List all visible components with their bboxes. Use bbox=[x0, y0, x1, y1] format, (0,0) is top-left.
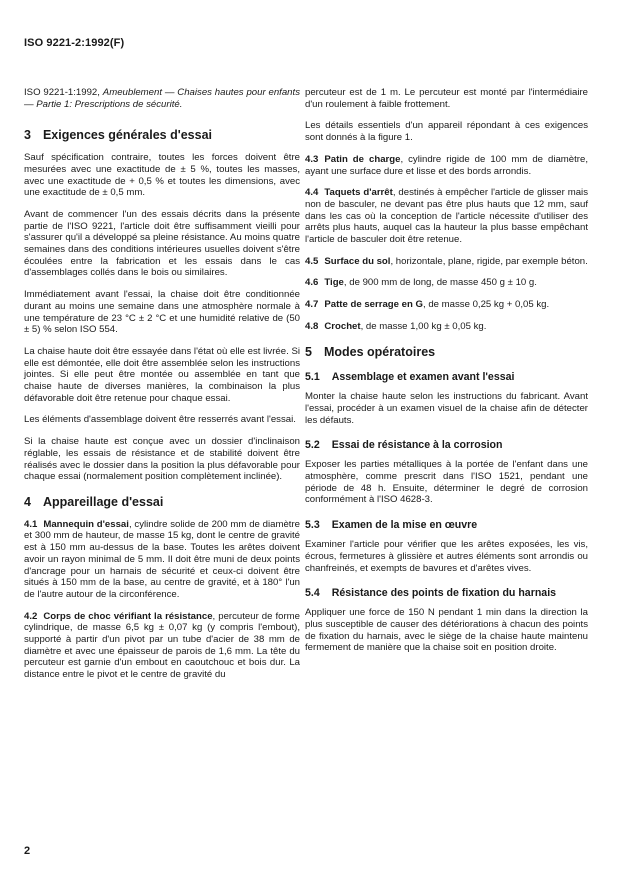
item-number: 4.3 bbox=[305, 153, 319, 165]
section-number: 5.3 bbox=[305, 519, 320, 532]
item-number: 4.4 bbox=[305, 187, 319, 199]
paragraph: percuteur est de 1 m. Le percuteur est monté par l'intermédiaire d'un roulement à faible frottement. bbox=[305, 87, 588, 110]
paragraph: La chaise haute doit être essayée dans l'état où elle est livrée. Si elle est démontée, elle doit être assemblée selon les instructions jointes. Si elle peut être montée ou assemblée en tant que chaise haute de diverses manières, la combinaison la plus défavorable doit être retenue pour chaque essai. bbox=[24, 345, 300, 404]
section-4-heading bbox=[24, 494, 300, 509]
item-4-2 bbox=[24, 611, 300, 681]
section-number: 4 bbox=[24, 494, 31, 509]
item-text: , cylindre solide de 200 mm de diamètre et 300 mm de hauteur, de masse 15 kg, dont le centre de gravité est à 150 mm au-dessus de la base. Toutes les arêtes doivent avoir un rayon minimal de 5 mm. Il doit être muni de deux points d'ancrage pour un harnais de sécurité et ceux-ci doivent être situés à 150 mm de la base, au centre de gravité, et à 180° l'un de l'autre autour de la circonférence. bbox=[24, 518, 301, 600]
section-5-1-heading bbox=[305, 371, 588, 384]
paragraph: Les éléments d'assemblage doivent être resserrés avant l'essai. bbox=[24, 414, 296, 426]
section-title: Exigences générales d'essai bbox=[42, 128, 212, 143]
item-number: 4.1 bbox=[24, 518, 38, 530]
item-term: Mannequin d'essai bbox=[43, 518, 129, 530]
paragraph: Avant de commencer l'un des essais décrits dans la présente partie de l'ISO 9221, l'article doit être suffisamment vieilli pour s'assurer qu'il a développé sa pleine résistance. Au moins quatre semaines dans des conditions intérieures usuelles doivent s'être écoulées entre la fabrication et les essais dans le cas d'assemblages collés dans le bois ou similaires. bbox=[24, 208, 300, 279]
section-title: Essai de résistance à la corrosion bbox=[331, 439, 503, 452]
item-4-5 bbox=[305, 256, 588, 268]
item-text: , de masse 1,00 kg ± 0,05 kg. bbox=[360, 320, 487, 332]
item-term: Patte de serrage en G bbox=[324, 299, 423, 311]
item-term: Tige bbox=[324, 277, 344, 289]
paragraph: Exposer les parties métalliques à la portée de l'enfant dans une atmosphère, comme prescrit dans l'ISO 1521, pendant une période de 48 h. Ensuite, déterminer le degré de corrosion conformément à l'ISO 4628-3. bbox=[305, 459, 588, 506]
section-number: 5.4 bbox=[305, 587, 320, 600]
item-text: , horizontale, plane, rigide, par exemple béton. bbox=[390, 255, 588, 267]
section-5-3-heading bbox=[305, 519, 588, 532]
item-number: 4.6 bbox=[305, 277, 319, 289]
paragraph: Monter la chaise haute selon les instructions du fabricant. Avant l'essai, procéder à un examen visuel de la chaise afin de détecter les défauts. bbox=[305, 391, 588, 426]
section-3-heading bbox=[24, 130, 300, 142]
item-term: Patin de charge bbox=[324, 153, 401, 165]
section-5-2-heading bbox=[305, 439, 588, 452]
item-number: 4.2 bbox=[24, 610, 38, 622]
section-number: 3 bbox=[24, 128, 31, 143]
left-column bbox=[24, 87, 300, 691]
item-text: , de 900 mm de long, de masse 450 g ± 10 g. bbox=[343, 277, 537, 289]
section-title: Assemblage et examen avant l'essai bbox=[331, 371, 515, 384]
document-id: ISO 9221-2:1992(F) bbox=[24, 37, 125, 49]
item-4-1 bbox=[24, 519, 300, 601]
item-term: Surface du sol bbox=[324, 255, 391, 267]
page-number: 2 bbox=[24, 845, 31, 857]
item-text: , percuteur de forme cylindrique, de masse 6,5 kg ± 0,07 kg (y compris l'embout), supporté à partir d'un pivot par un tube d'acier de 38 mm de diamètre et avec une épaisseur de parois de 1,6 mm. La tête du percuteur est garnie d'un embout en caoutchouc et bois dur. La distance entre le pivot et le centre de gravité du bbox=[24, 610, 300, 681]
section-5-heading bbox=[305, 344, 588, 359]
item-text: , cylindre rigide de 100 mm de diamètre, ayant une surface dure et lisse et des bords arrondis. bbox=[305, 153, 588, 177]
item-term: Taquets d'arrêt bbox=[324, 187, 393, 199]
paragraph: Examiner l'article pour vérifier que les arêtes exposées, les vis, écrous, fermetures à glissière et autres éléments sont arrondis ou chanfreinés, et exempts de bavures et d'arêtes vives. bbox=[305, 539, 588, 574]
paragraph: Si la chaise haute est conçue avec un dossier d'inclinaison réglable, les essais de résistance et de stabilité doivent être réalisés avec le dossier dans la position la plus défavorable pour chaque essai (normalement position complètement inclinée). bbox=[24, 436, 300, 483]
section-number: 5.1 bbox=[305, 371, 320, 384]
reference-code: ISO 9221-1:1992, bbox=[24, 87, 100, 98]
item-number: 4.5 bbox=[305, 255, 319, 267]
section-title: Modes opératoires bbox=[323, 344, 436, 359]
reference-entry bbox=[24, 87, 300, 110]
right-column bbox=[305, 87, 588, 664]
paragraph: Immédiatement avant l'essai, la chaise doit être conditionnée durant au moins une semaine dans une atmosphère normale à une température de 23 °C ± 2 °C et une humidité relative de (50 ± 5) % selon ISO 554. bbox=[24, 289, 300, 336]
item-4-4 bbox=[305, 187, 588, 246]
item-text: , destinés à empêcher l'article de glisser mais non de basculer, ne devant pas être plus hauts que 12 mm, sauf dans les cas où la conception de l'article nécessite d'utiliser des arrêts plus hauts, auquel cas la hauteur la plus basse empêchant l'article de basculer doit être retenue. bbox=[305, 187, 588, 246]
paragraph: Sauf spécification contraire, toutes les forces doivent être mesurées avec une exactitude de ± 5 %, toutes les masses, avec une exactitude de + 0,5 % et toutes les dimensions, avec une exactitude de ± 0,5 mm. bbox=[24, 152, 300, 199]
section-title: Examen de la mise en œuvre bbox=[331, 519, 478, 532]
item-number: 4.7 bbox=[305, 299, 319, 311]
item-term: Crochet bbox=[324, 320, 361, 332]
section-number: 5 bbox=[305, 344, 312, 359]
item-number: 4.8 bbox=[305, 320, 319, 332]
item-term: Corps de choc vérifiant la résistance bbox=[43, 610, 213, 622]
item-4-7 bbox=[305, 299, 588, 311]
section-title: Résistance des points de fixation du harnais bbox=[331, 587, 557, 600]
section-5-4-heading bbox=[305, 587, 588, 600]
section-number: 5.2 bbox=[305, 439, 320, 452]
item-text: , de masse 0,25 kg + 0,05 kg. bbox=[423, 299, 550, 311]
item-4-8 bbox=[305, 321, 588, 333]
paragraph: Appliquer une force de 150 N pendant 1 min dans la direction la plus susceptible de causer des détériorations à chacun des points de fixation du harnais, avec le siège de la chaise haute maintenu fermement de manière que la chaise soit en position droite. bbox=[305, 607, 588, 654]
section-title: Appareillage d'essai bbox=[42, 494, 164, 509]
reference-title: Ameublement — Chaises hautes pour enfants — Partie 1: Prescriptions de sécurité. bbox=[24, 87, 300, 110]
item-4-3 bbox=[305, 154, 588, 177]
item-4-6 bbox=[305, 277, 588, 289]
paragraph: Les détails essentiels d'un appareil répondant à ces exigences sont donnés à la figure 1. bbox=[305, 120, 588, 144]
